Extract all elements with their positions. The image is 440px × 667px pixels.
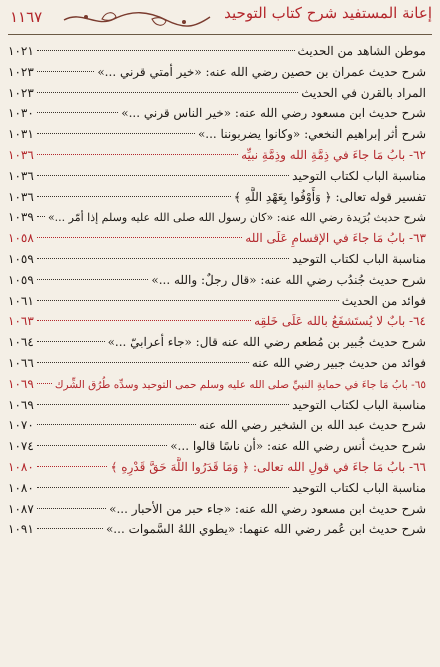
toc-entry-page-number: ١٠٢٣ <box>8 85 34 100</box>
dot-leader <box>37 237 243 238</box>
toc-entry-page-number: ١٠٥٩ <box>8 251 34 266</box>
toc-entry-page-number: ١٠٨٠ <box>8 480 34 495</box>
toc-entry-page-number: ١٠٧٠ <box>8 418 34 433</box>
dot-leader <box>37 258 289 259</box>
toc-row[interactable] <box>8 62 426 83</box>
toc-entry-page-number: ١٠٣٦ <box>8 147 34 162</box>
dot-leader <box>37 341 105 342</box>
dot-leader <box>37 216 45 217</box>
toc-entry-title: مناسبة الباب لكتاب التوحيد <box>292 397 426 412</box>
toc-row[interactable] <box>8 270 426 291</box>
toc-chapter-row[interactable] <box>8 145 426 166</box>
toc-entry-title: ٦٢- بابُ مَا جاءَ في ذِمَّةِ الله وذِمَّةِ نبيِّه <box>241 147 426 162</box>
toc-entry-page-number: ١٠٦٩ <box>8 397 34 412</box>
dot-leader <box>37 154 238 155</box>
dot-leader <box>37 133 195 134</box>
running-title: إعانة المستفيد شرح كتاب التوحيد <box>224 4 432 22</box>
dot-leader <box>37 424 196 425</box>
toc-row[interactable] <box>8 103 426 124</box>
toc-entry-page-number: ١٠٣٦ <box>8 168 34 183</box>
toc-entry-title: شرح حديث عمران بن حصين رضي الله عنه: «خير أمتي قرني ...» <box>97 64 426 79</box>
dot-leader <box>37 50 295 51</box>
toc-row[interactable] <box>8 395 426 416</box>
toc-entry-title: موطن الشاهد من الحديث <box>297 44 426 58</box>
toc-entry-page-number: ١٠٧٤ <box>8 439 34 454</box>
dot-leader <box>37 466 108 467</box>
dot-leader <box>37 487 289 488</box>
toc-row[interactable] <box>8 249 426 270</box>
toc-entry-page-number: ١٠٣٩ <box>8 210 34 225</box>
toc-entry-title: شرح حديث جُبير بن مُطعم رضي الله عنه قال: «جاء أعرابيّ ...» <box>107 335 426 350</box>
dot-leader <box>37 383 52 384</box>
dot-leader <box>37 320 251 321</box>
toc-entry-title: ٦٥- بابُ مَا جاءَ في حمايةِ النبيِّ صلى الله عليه وسلم حمى التوحيد وسدِّه طُرُق الشِّرك <box>54 378 426 391</box>
toc-entry-page-number: ١٠٨٠ <box>8 459 34 474</box>
dot-leader <box>37 92 298 93</box>
toc-entry-title: فوائد من الحديث <box>341 293 426 308</box>
toc-row[interactable] <box>8 124 426 145</box>
toc-entry-title: مناسبة الباب لكتاب التوحيد <box>292 480 426 495</box>
vine-ornament-icon <box>62 8 212 30</box>
toc-row[interactable] <box>8 478 426 499</box>
toc-entry-page-number: ١٠٣٠ <box>8 106 34 121</box>
toc-entry-title: شرح حديث بُرَيدة رضي الله عنه: «كان رسول الله صلى الله عليه وسلم إذا أمّر ...» <box>47 211 426 225</box>
toc-entry-title: شرح حديث ابن مسعود رضي الله عنه: «خير الناس قرني ...» <box>121 106 426 121</box>
dot-leader <box>37 404 289 405</box>
dot-leader <box>37 508 106 509</box>
toc-chapter-row[interactable] <box>8 457 426 478</box>
dot-leader <box>37 175 289 176</box>
toc-entry-title: شرح حديث عبد الله بن الشخير رضي الله عنه <box>198 418 426 433</box>
toc-row[interactable] <box>8 436 426 457</box>
toc-row[interactable] <box>8 499 426 520</box>
toc-entry-title: شرح حديث ابن عُمر رضي الله عنهما: «يطوي اللهُ السَّموات ...» <box>105 522 426 537</box>
toc-entry-page-number: ١٠٢١ <box>8 44 34 58</box>
toc-entry-title: ٦٦- بابُ مَا جاءَ في قولِ الله تعالى: ﴿ وَمَا قَدَرُوا اللَّهَ حَقَّ قَدْرِهِ ﴾ <box>110 459 426 474</box>
toc-row[interactable] <box>8 207 426 228</box>
toc-row[interactable] <box>8 519 426 540</box>
toc-entry-page-number: ١٠٥٨ <box>8 231 34 246</box>
toc-chapter-row[interactable] <box>8 311 426 332</box>
dot-leader <box>37 112 118 113</box>
table-of-contents <box>8 41 426 540</box>
toc-entry-page-number: ١٠٦٣ <box>8 314 34 329</box>
toc-row[interactable] <box>8 166 426 187</box>
toc-entry-title: المراد بالقرن في الحديث <box>301 85 426 100</box>
toc-entry-title: شرح حديث أنس رضي الله عنه: «أن ناسًا قالوا ...» <box>170 439 426 454</box>
dot-leader <box>37 528 103 529</box>
dot-leader <box>37 196 231 197</box>
toc-entry-title: ٦٣- بابُ مَا جاءَ في الإقسامِ عَلَى الله <box>245 231 426 246</box>
toc-entry-title: مناسبة الباب لكتاب التوحيد <box>292 168 426 183</box>
toc-entry-title: شرح حديث جُندُب رضي الله عنه: «قال رجلٌ: والله ...» <box>151 272 426 287</box>
toc-row[interactable] <box>8 415 426 436</box>
dot-leader <box>37 71 95 72</box>
toc-entry-title: تفسير قوله تعالى: ﴿ وَأَوْفُوا بِعَهْدِ اللَّهِ ﴾ <box>233 189 426 204</box>
page-number: ١١٦٧ <box>10 8 43 26</box>
dot-leader <box>37 445 167 446</box>
toc-entry-page-number: ١٠٦٤ <box>8 335 34 350</box>
toc-entry-page-number: ١٠٩١ <box>8 522 34 537</box>
toc-entry-title: شرح أثر إبراهيم النخعي: «وكانوا يضربوننا ...» <box>197 127 426 142</box>
toc-entry-page-number: ١٠٨٧ <box>8 501 34 516</box>
header-rule <box>8 34 432 35</box>
dot-leader <box>37 362 249 363</box>
toc-entry-page-number: ١٠٦٩ <box>8 376 34 391</box>
toc-row[interactable] <box>8 83 426 104</box>
toc-row[interactable] <box>8 41 426 62</box>
toc-row[interactable] <box>8 291 426 312</box>
page-header <box>0 0 440 38</box>
toc-chapter-row[interactable] <box>8 374 426 395</box>
dot-leader <box>37 279 149 280</box>
toc-entry-page-number: ١٠٣٦ <box>8 189 34 204</box>
toc-entry-title: شرح حديث ابن مسعود رضي الله عنه: «جاء حبر من الأحبار ...» <box>109 501 426 516</box>
toc-entry-title: فوائد من حديث جبير رضي الله عنه <box>251 355 426 370</box>
toc-entry-page-number: ١٠٦٦ <box>8 355 34 370</box>
toc-row[interactable] <box>8 187 426 208</box>
toc-entry-page-number: ١٠٥٩ <box>8 272 34 287</box>
toc-entry-page-number: ١٠٦١ <box>8 293 34 308</box>
toc-chapter-row[interactable] <box>8 228 426 249</box>
dot-leader <box>37 300 339 301</box>
toc-entry-title: مناسبة الباب لكتاب التوحيد <box>292 251 426 266</box>
toc-row[interactable] <box>8 332 426 353</box>
toc-entry-title: ٦٤- بابٌ لا يُستَشفَعُ بالله عَلَى خَلقِه <box>254 314 426 329</box>
toc-entry-page-number: ١٠٣١ <box>8 127 34 142</box>
toc-row[interactable] <box>8 353 426 374</box>
toc-entry-page-number: ١٠٢٣ <box>8 64 34 79</box>
